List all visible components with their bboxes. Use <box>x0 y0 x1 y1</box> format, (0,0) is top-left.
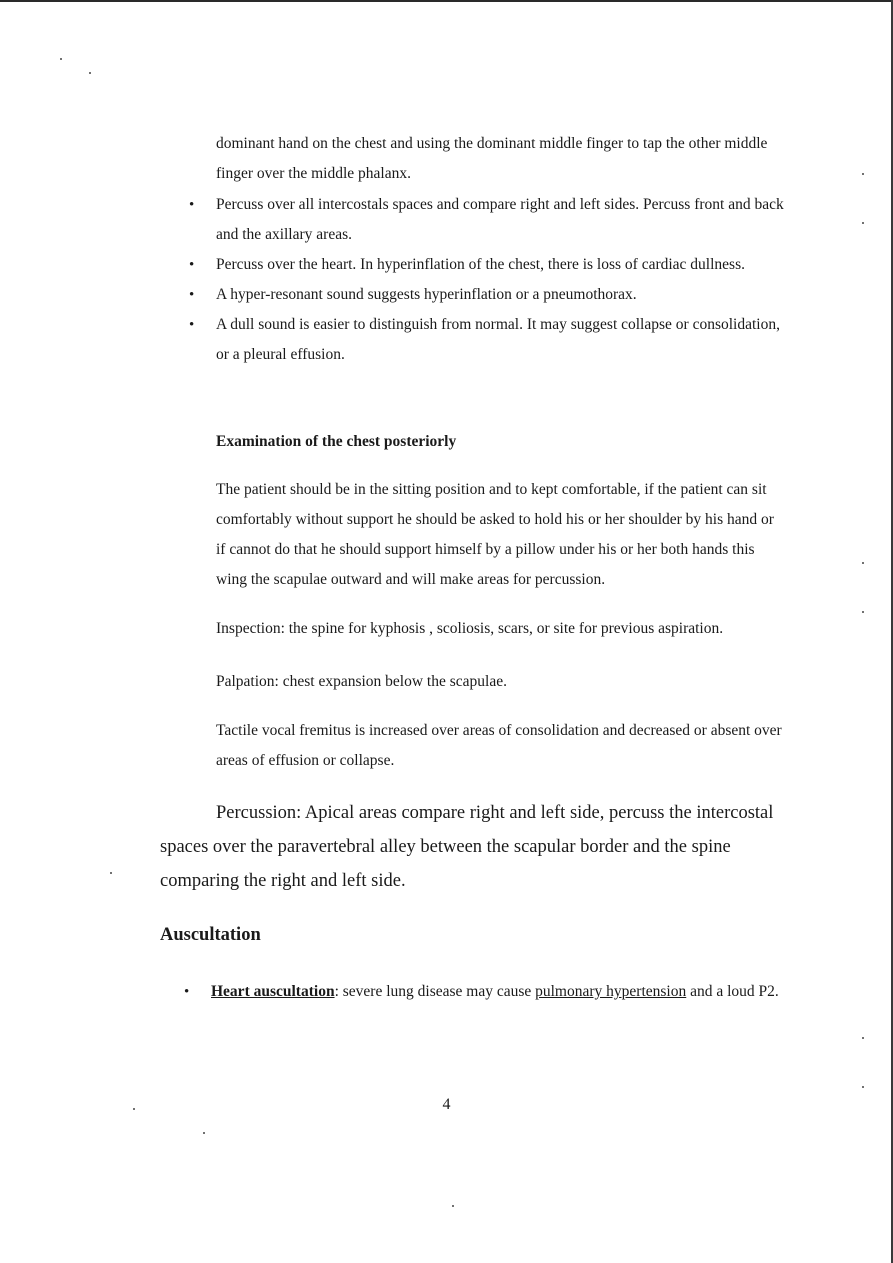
scan-speck <box>89 72 91 74</box>
scan-speck <box>862 1037 864 1039</box>
scan-speck <box>110 872 112 874</box>
percussion-bullet: • Percuss over the heart. In hyperinflation of the chest, there is loss of cardiac dullness. <box>216 250 786 280</box>
posterior-percussion-paragraph: Percussion: Apical areas compare right and left side, percuss the intercostal spaces over the paravertebral alley between the scapular border and the spine comparing the right and left side. <box>160 803 774 891</box>
pulmonary-hypertension-link[interactable]: pulmonary hypertension <box>535 983 687 1000</box>
patient-position-paragraph: The patient should be in the sitting position and to kept comfortable, if the patient can sit comfortably without support he should be asked to hold his or her shoulder by his hand or if cannot do that he should support himself by a pillow under his or her both hands this wing the scapulae outward and will make areas for percussion. <box>216 481 774 588</box>
scan-speck <box>862 173 864 175</box>
heart-auscultation-term: Heart auscultation <box>211 983 335 1000</box>
scan-speck <box>862 1086 864 1088</box>
scan-speck <box>862 611 864 613</box>
page-top-edge <box>0 0 893 2</box>
scan-speck <box>60 58 62 60</box>
heart-auscultation-text: : severe lung disease may cause <box>334 983 536 1000</box>
auscultation-bullet-list <box>211 977 789 1007</box>
percussion-bullet: • A hyper-resonant sound suggests hyperinflation or a pneumothorax. <box>216 280 786 310</box>
page-number: 4 <box>442 1096 451 1113</box>
scan-speck <box>452 1205 454 1207</box>
tactile-fremitus-paragraph: Tactile vocal fremitus is increased over areas of consolidation and decreased or absent over areas of effusion or collapse. <box>216 722 782 769</box>
scan-speck <box>203 1132 205 1134</box>
percussion-bullet: • Percuss over all intercostals spaces and compare right and left sides. Percuss front and back and the axillary areas. <box>216 190 786 250</box>
percussion-bullet-list <box>216 190 786 370</box>
auscultation-bullet <box>211 977 789 1007</box>
posterior-exam-heading: Examination of the chest posteriorly <box>216 433 457 450</box>
inspection-paragraph: Inspection: the spine for kyphosis , scoliosis, scars, or site for previous aspiration. <box>216 620 724 637</box>
intro-continuation: dominant hand on the chest and using the dominant middle finger to tap the other middle finger over the middle phalanx. <box>216 135 768 182</box>
palpation-paragraph: Palpation: chest expansion below the scapulae. <box>216 673 507 690</box>
scan-speck <box>862 222 864 224</box>
percussion-bullet: • A dull sound is easier to distinguish from normal. It may suggest collapse or consolidation, or a pleural effusion. <box>216 310 786 370</box>
heart-auscultation-text-end: and a loud P2. <box>686 983 779 1000</box>
auscultation-heading: Auscultation <box>160 925 261 945</box>
scan-speck <box>862 562 864 564</box>
